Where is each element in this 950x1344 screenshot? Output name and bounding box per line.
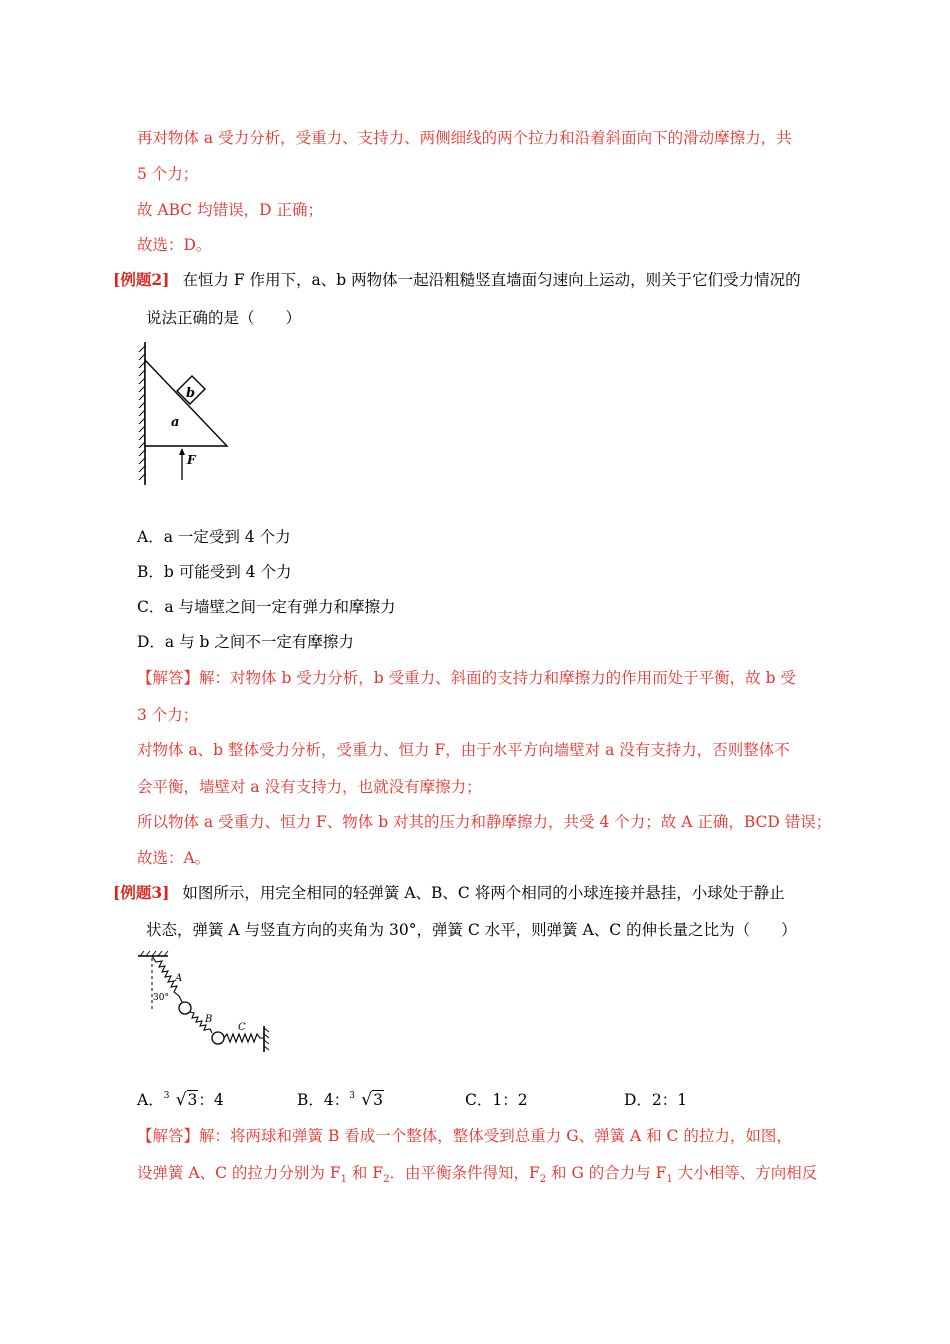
angle-label: 30° — [153, 993, 169, 1003]
example3-solution-text: 解：将两球和弹簧 B 看成一个整体，整体受到总重力 G、弹簧 A 和 C 的拉力，如图， — [199, 1127, 792, 1145]
label-A: A — [175, 973, 183, 984]
example2-stem-line-1 — [113, 270, 801, 290]
example3-stem-text: 如图所示，用完全相同的轻弹簧 A、B、C 将两个相同的小球连接并悬挂，小球处于静止 — [182, 884, 785, 902]
sol-line2-part-c: ．由平衡条件得知，F — [389, 1164, 540, 1182]
example2-option-c: C．a 与墙壁之间一定有弹力和摩擦力 — [137, 598, 396, 616]
ball-1 — [179, 1002, 191, 1014]
example2-stem-line-2: 说法正确的是（ ） — [146, 309, 302, 327]
example2-stem-text: 在恒力 F 作用下，a、b 两物体一起沿粗糙竖直墙面匀速向上运动，则关于它们受力情况的 — [182, 271, 801, 289]
option-b-root-index: 3 — [349, 1091, 355, 1101]
example2-solution-line-6: 故选：A。 — [137, 849, 211, 867]
example2-solution-line-2: 3 个力； — [137, 706, 199, 724]
sol-line2-part-d: 和 G 的合力与 F — [546, 1164, 667, 1182]
example2-solution-tag: 【解答】 — [137, 669, 200, 687]
sol-line2-part-a: 设弹簧 A、C 的拉力分别为 F — [137, 1164, 341, 1182]
prev-solution-line-4: 故选：D。 — [137, 236, 212, 254]
example2-tag: [例题2] — [113, 270, 170, 289]
example3-solution-tag: 【解答】 — [137, 1127, 200, 1145]
sol-line2-sub-3: 2 — [539, 1174, 547, 1186]
example2-option-a: A．a 一定受到 4 个力 — [137, 528, 291, 546]
option-b-prefix: B．4： — [297, 1091, 350, 1109]
example3-tag: [例题3] — [113, 883, 170, 902]
example2-solution-text: 解：对物体 b 受力分析，b 受重力、斜面的支持力和摩擦力的作用而处于平衡，故 b 受 — [199, 669, 796, 687]
example3-stem-line-1 — [113, 883, 785, 903]
option-b-radicand: 3 — [373, 1091, 383, 1109]
example2-solution-line-5: 所以物体 a 受重力、恒力 F、物体 b 对其的压力和静摩擦力，共受 4 个力；故 A 正确，BCD 错误； — [137, 813, 832, 831]
label-B: B — [205, 1014, 213, 1025]
example3-option-d: D．2：1 — [624, 1091, 688, 1109]
example3-figure — [132, 950, 272, 1058]
example2-solution-line-1 — [137, 668, 796, 688]
sol-line2-sub-4: 1 — [666, 1174, 673, 1186]
example2-option-d: D．a 与 b 之间不一定有摩擦力 — [137, 633, 354, 651]
example3-option-a — [137, 1090, 224, 1110]
option-a-root-index: 3 — [163, 1091, 170, 1101]
sol-line2-sub-2: 2 — [383, 1174, 390, 1186]
sol-line2-part-b: 和 F — [346, 1164, 384, 1182]
option-a-cube-root: 3 √3 — [164, 1090, 199, 1110]
block-a — [145, 360, 227, 446]
example2-solution-line-4: 会平衡，墙壁对 a 没有支持力，也就没有摩擦力； — [137, 778, 482, 796]
spring-c — [224, 1034, 264, 1042]
example3-solution-line-1 — [137, 1126, 792, 1146]
label-C: C — [238, 1022, 246, 1033]
sol-line2-part-e: 大小相等、方向相反 — [672, 1164, 818, 1182]
ball-2 — [212, 1032, 224, 1044]
option-a-suffix: ：4 — [198, 1091, 224, 1109]
example2-solution-line-3: 对物体 a、b 整体受力分析，受重力、恒力 F，由于水平方向墙壁对 a 没有支持力，否则整体不 — [137, 741, 790, 759]
option-a-prefix: A． — [137, 1091, 164, 1109]
example3-option-b — [297, 1090, 384, 1110]
label-F: F — [187, 453, 196, 467]
prev-solution-line-3: 故 ABC 均错误，D 正确； — [137, 201, 323, 219]
example3-stem-line-2: 状态，弹簧 A 与竖直方向的夹角为 30°，弹簧 C 水平，则弹簧 A、C 的伸长量之比为（ ） — [146, 921, 797, 939]
sol-line2-sub-1: 1 — [340, 1174, 347, 1186]
label-a: a — [171, 415, 180, 430]
example3-solution-line-2 — [137, 1163, 817, 1190]
example3-option-c: C．1：2 — [465, 1091, 528, 1109]
prev-solution-line-1: 再对物体 a 受力分析，受重力、支持力、两侧细线的两个拉力和沿着斜面向下的滑动摩擦力，共 — [137, 129, 792, 147]
example2-option-b: B．b 可能受到 4 个力 — [137, 563, 292, 581]
label-b: b — [186, 386, 196, 401]
prev-solution-line-2: 5 个力； — [137, 165, 199, 183]
option-a-radicand: 3 — [187, 1091, 198, 1109]
example2-figure — [128, 340, 238, 488]
option-b-cube-root: 3 √3 — [349, 1090, 384, 1110]
